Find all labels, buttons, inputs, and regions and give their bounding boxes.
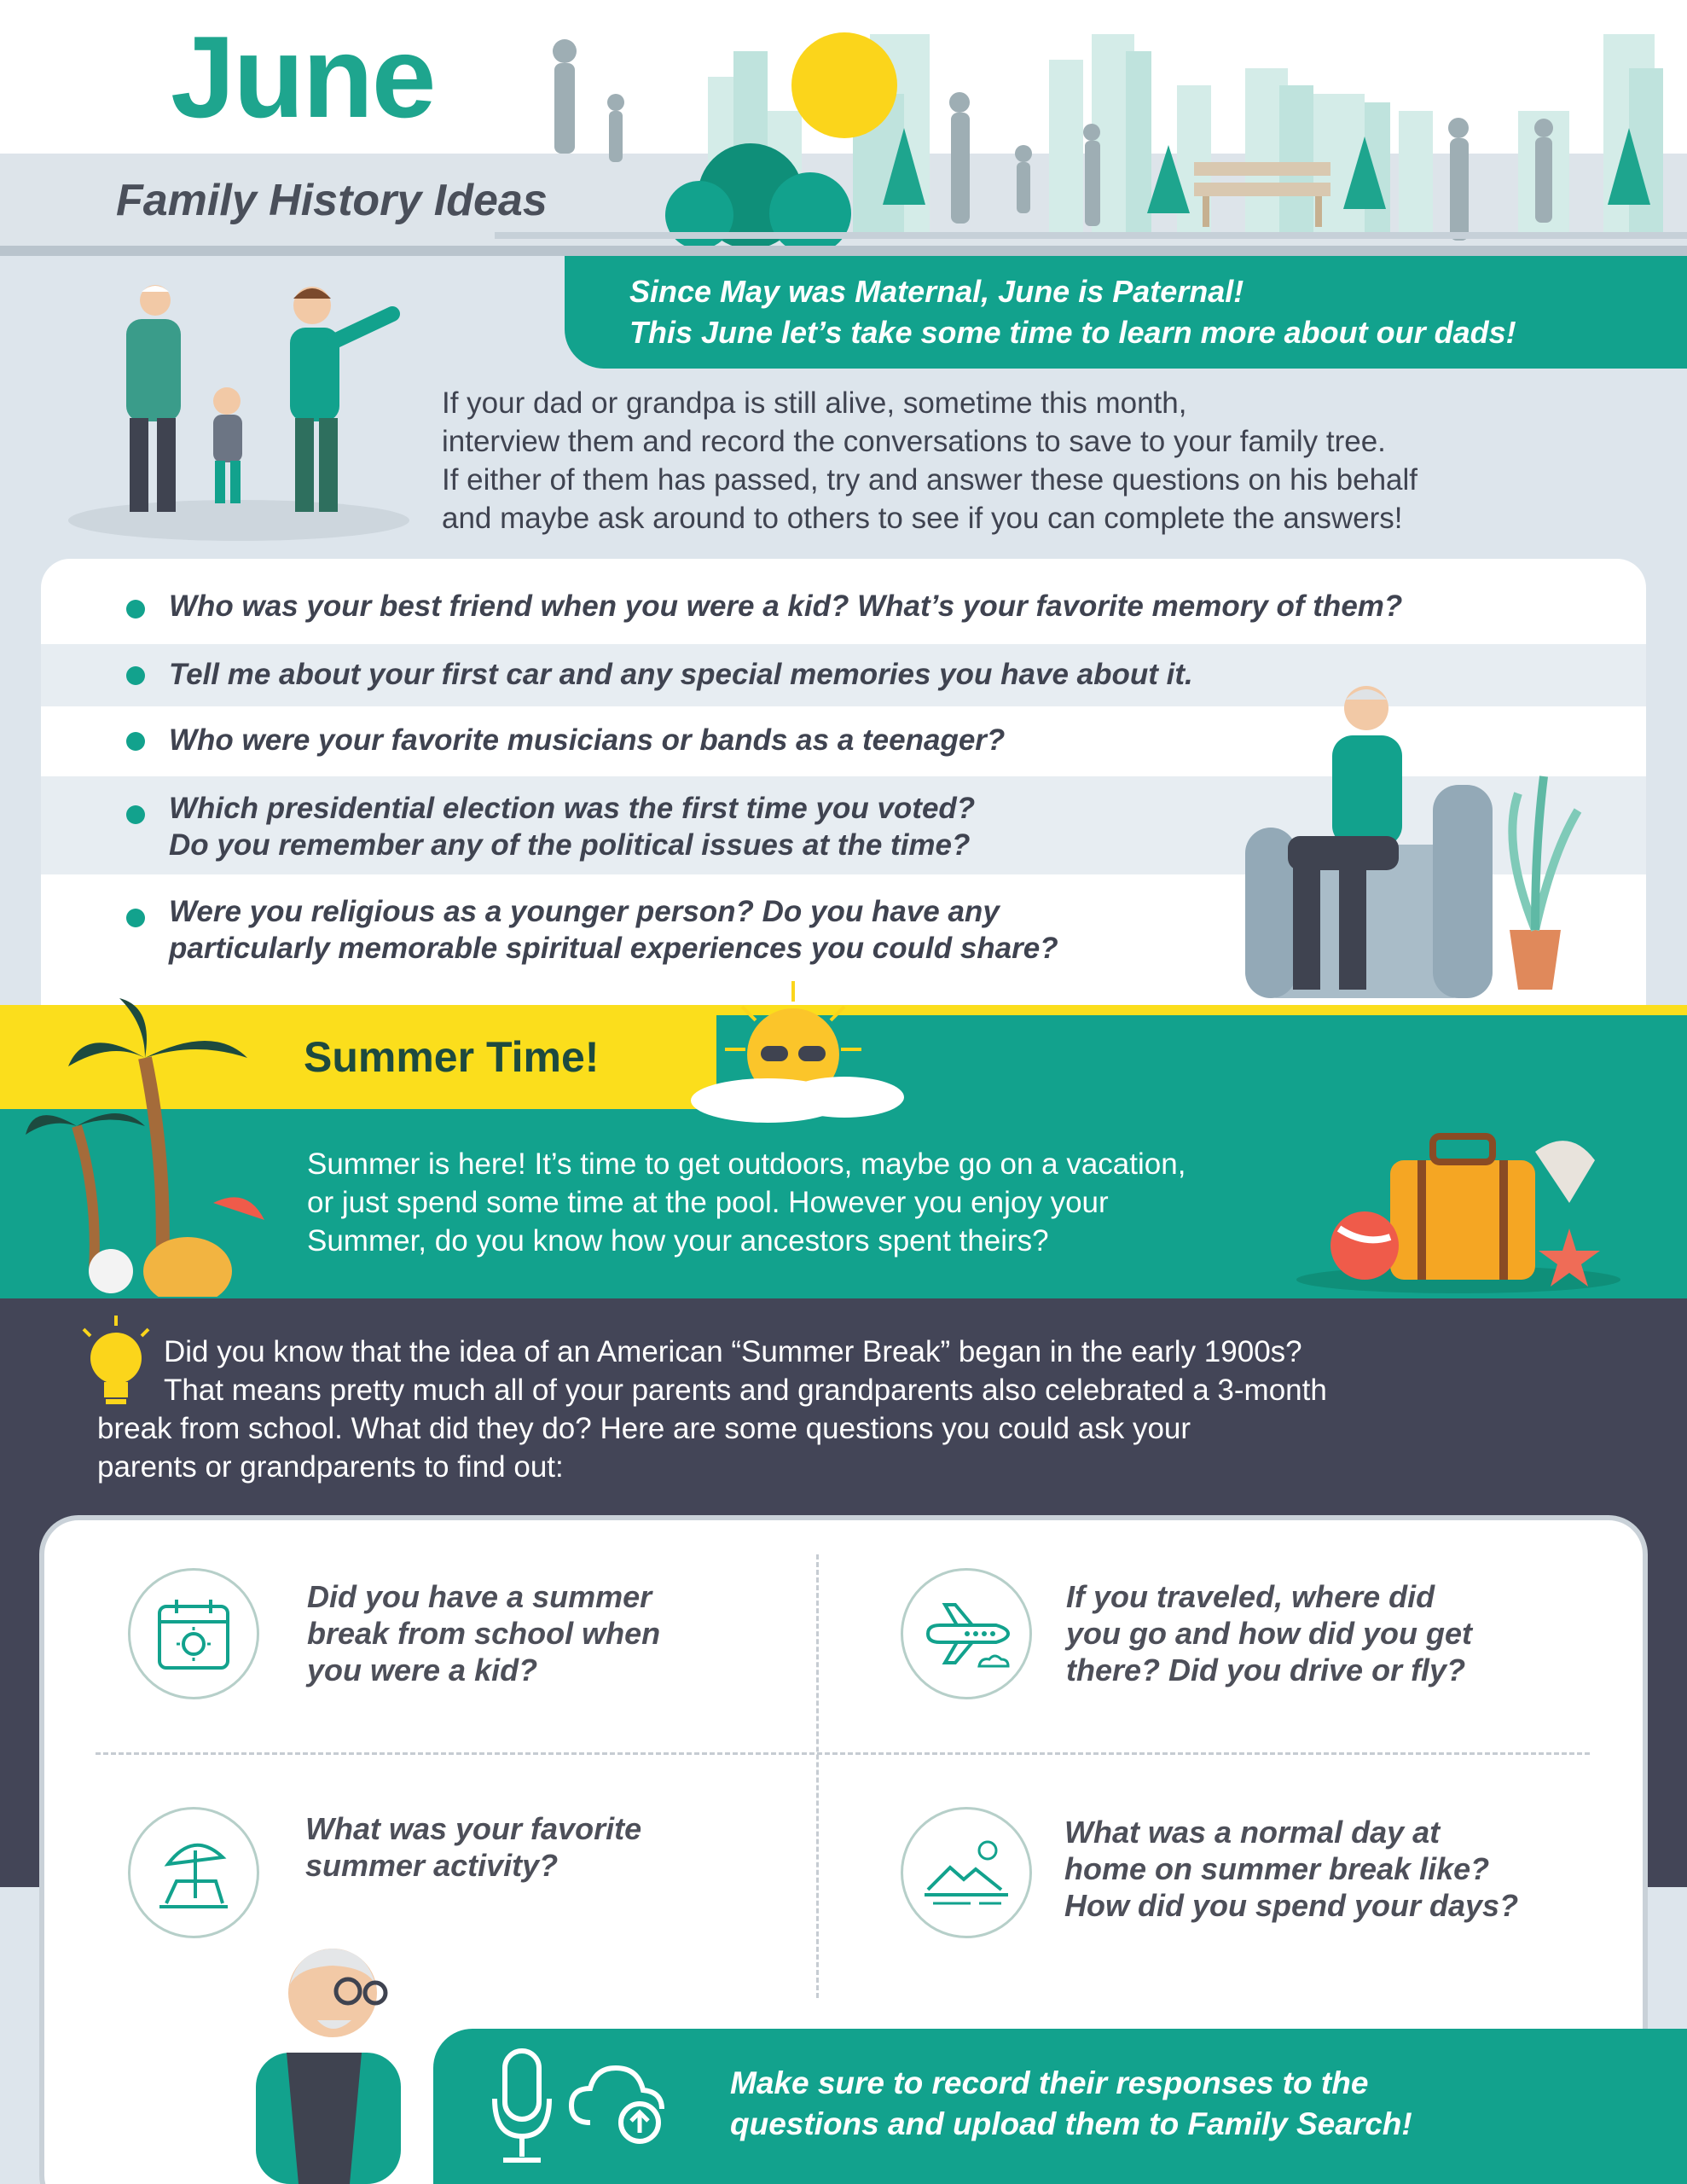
list-item: [41, 559, 1646, 644]
did-you-know-line: parents or grandparents to find out:: [97, 1450, 564, 1484]
airplane-icon: [901, 1568, 1032, 1699]
question-text: Do you remember any of the political issues at the time?: [169, 828, 971, 862]
footer-line-1: Make sure to record their responses to the: [730, 2065, 1369, 2100]
summer-question-line: break from school when: [307, 1616, 661, 1651]
summer-text-line: or just spend some time at the pool. However you enjoy your: [307, 1186, 1109, 1219]
footer-line-2: questions and upload them to Family Search!: [730, 2106, 1412, 2141]
summer-question-line: How did you spend your days?: [1064, 1888, 1519, 1923]
did-you-know-text: [97, 1333, 1632, 1486]
family-walking-illustration: [60, 273, 418, 546]
paternal-intro-line: If your dad or grandpa is still alive, sometime this month,: [442, 386, 1187, 420]
page-title: June: [171, 12, 435, 142]
summer-title: Summer Time!: [304, 1033, 600, 1081]
cloud-upload-icon: [566, 2059, 669, 2145]
summer-question-line: What was your favorite: [305, 1811, 642, 1846]
question-text: Were you religious as a younger person? Do you have any: [169, 895, 1000, 928]
bullet-icon: [126, 732, 145, 751]
summer-question-line: Did you have a summer: [307, 1579, 652, 1614]
suitcase-beach-icon: [1279, 1126, 1620, 1297]
summer-question-2: [1066, 1578, 1472, 1688]
summer-question-4: [1064, 1814, 1518, 1924]
did-you-know-line: break from school. What did they do? Here are some questions you could ask your: [97, 1412, 1191, 1445]
summer-question-1: [307, 1578, 660, 1688]
summer-text-line: Summer, do you know how your ancestors spent theirs?: [307, 1224, 1049, 1258]
grandpa-armchair-illustration: [1228, 674, 1586, 1007]
question-text: Who were your favorite musicians or bands as a teenager?: [169, 723, 1006, 757]
summer-question-line: What was a normal day at: [1064, 1815, 1441, 1850]
summer-question-line: home on summer break like?: [1064, 1851, 1490, 1886]
question-text: particularly memorable spiritual experiences you could share?: [169, 932, 1058, 965]
landscape-icon: [901, 1807, 1032, 1938]
paternal-intro-line: If either of them has passed, try and answer these questions on his behalf: [442, 463, 1418, 497]
bullet-icon: [126, 909, 145, 927]
question-text: Tell me about your first car and any special memories you have about it.: [169, 658, 1193, 691]
summer-question-line: you were a kid?: [307, 1653, 538, 1687]
calendar-sun-icon: [128, 1568, 259, 1699]
summer-question-line: you go and how did you get: [1066, 1616, 1472, 1651]
summer-question-line: there? Did you drive or fly?: [1066, 1653, 1466, 1687]
question-text: Who was your best friend when you were a kid? What’s your favorite memory of them?: [169, 590, 1403, 623]
grandpa-glasses-illustration: [239, 1925, 409, 2184]
header-divider: [0, 246, 1687, 256]
page-subtitle: Family History Ideas: [116, 176, 548, 225]
paternal-banner-line-1: Since May was Maternal, June is Paternal!: [629, 274, 1244, 309]
bullet-icon: [126, 666, 145, 685]
card-vertical-divider: [816, 1554, 819, 1998]
did-you-know-line: Did you know that the idea of an American “Summer Break” began in the early 1900s?: [164, 1335, 1302, 1368]
summer-text: [307, 1145, 1382, 1260]
question-text: Which presidential election was the first time you voted?: [169, 792, 976, 825]
footer-text: [730, 2063, 1412, 2145]
did-you-know-line: That means pretty much all of your parents and grandparents also celebrated a 3-month: [164, 1374, 1327, 1407]
paternal-banner-line-2: This June let’s take some time to learn more about our dads!: [629, 315, 1516, 350]
sun-with-sunglasses-icon: [682, 981, 913, 1126]
paternal-intro-line: and maybe ask around to others to see if you can complete the answers!: [442, 502, 1403, 535]
paternal-intro-line: interview them and record the conversations to save to your family tree.: [442, 425, 1386, 458]
paternal-banner-text: [629, 271, 1516, 353]
summer-question-3: [305, 1810, 641, 1884]
paternal-intro: [442, 384, 1653, 537]
bullet-icon: [126, 805, 145, 824]
summer-question-line: If you traveled, where did: [1066, 1579, 1435, 1614]
summer-text-line: Summer is here! It’s time to get outdoors, maybe go on a vacation,: [307, 1147, 1186, 1181]
summer-question-line: summer activity?: [305, 1848, 559, 1883]
bullet-icon: [126, 600, 145, 619]
microphone-icon: [488, 2048, 556, 2167]
palm-trees-icon: [17, 990, 290, 1297]
city-skyline-illustration: [495, 17, 1687, 249]
card-horizontal-divider: [96, 1752, 1590, 1755]
beach-chair-icon: [128, 1807, 259, 1938]
